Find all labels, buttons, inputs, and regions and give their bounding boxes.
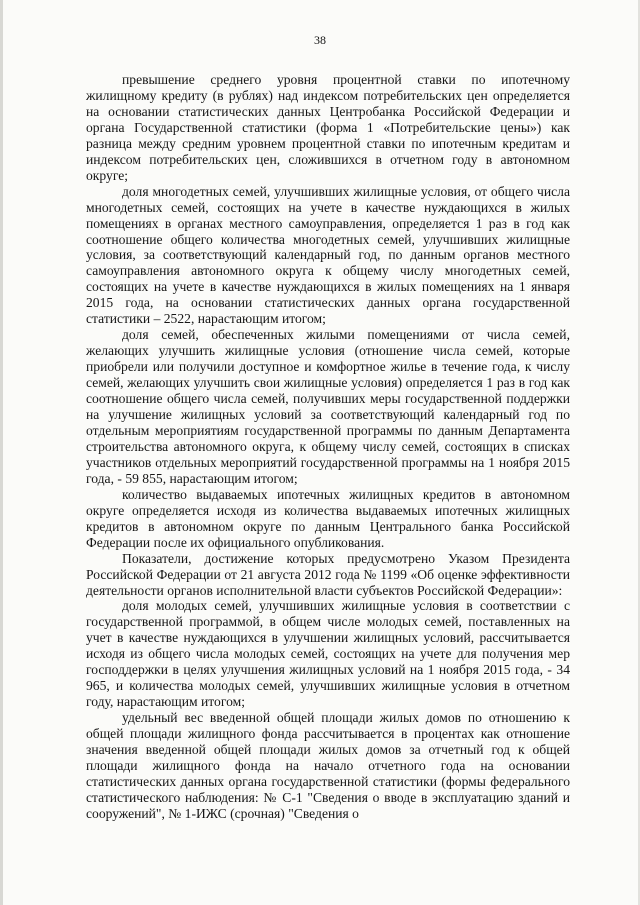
document-body	[86, 72, 570, 822]
paragraph-large-families-share: доля многодетных семей, улучшивших жилищные условия, от общего числа многодетных семей, состоящих на учете в качестве нуждающихся в жилых помещениях в органах местного самоуправления, определяется 1 раз в год как соотношение общего количества многодетных семей, улучшивших жилищные условия, за соответствующий календарный год, по данным органов местного самоуправления автономного округа к общему числу многодетных семей, состоящих на учете в качестве нуждающихся в жилых помещениях на 1 января 2015 года, на основании статистических данных органа государственной статистики – 2522, нарастающим итогом;	[86, 183, 570, 327]
paragraph-presidential-decree-indicators: Показатели, достижение которых предусмотрено Указом Президента Российской Федерации от 21 августа 2012 года № 1199 «Об оценке эффективности деятельности органов исполнительной власти субъектов Российской Федерации»:	[86, 550, 570, 598]
scan-edge-left	[0, 0, 3, 905]
paragraph-mortgage-loans-count: количество выдаваемых ипотечных жилищных кредитов в автономном округе определяется исходя из количества выдаваемых ипотечных жилищных кредитов в автономном округе по данным Центрального банка Российской Федерации после их официального опубликования.	[86, 486, 570, 550]
page-number: 38	[314, 33, 326, 47]
paragraph-families-housed-share: доля семей, обеспеченных жилыми помещениями от числа семей, желающих улучшить жилищные условия (отношение числа семей, которые приобрели или получили доступное и комфортное жилье в течение года, к числу семей, желающих улучшить свои жилищные условия) определяется 1 раз в год как соотношение общего числа семей, получивших меры государственной поддержки на улучшение жилищных условий за соответствующий календарный год по отдельным мероприятиям государственной программы по данным Департамента строительства автономного округа, к общему числу семей, состоящих в списках участников отдельных мероприятий государственной программы на 1 ноября 2015 года, - 59 855, нарастающим итогом;	[86, 327, 570, 486]
paragraph-mortgage-rate-spread: превышение среднего уровня процентной ставки по ипотечному жилищному кредиту (в рублях) над индексом потребительских цен определяется на основании статистических данных Центробанка Российской Федерации и органа Государственной статистики (форма 1 «Потребительские цены») как разница между средним уровнем процентной ставки по ипотечным кредитам и индексом потребительских цен, сложившихся в отчетном году в автономном округе;	[86, 72, 570, 183]
paragraph-young-families-share: доля молодых семей, улучшивших жилищные условия в соответствии с государственной программой, в общем числе молодых семей, поставленных на учет в качестве нуждающихся в улучшении жилищных условий, рассчитывается исходя из общего числа молодых семей, состоящих на учете для получения мер господдержки в целях улучшения жилищных условий на 1 ноября 2015 года, - 34 965, и количества молодых семей, улучшивших жилищные условия в отчетном году, нарастающим итогом;	[86, 598, 570, 710]
paragraph-housing-area-share: удельный вес введенной общей площади жилых домов по отношению к общей площади жилищного фонда рассчитывается в процентах как отношение значения введенной общей площади жилых домов за отчетный год к общей площади жилищного фонда на начало отчетного года на основании статистических данных органа государственной статистики (формы федерального статистического наблюдения: № С-1 "Сведения о вводе в эксплуатацию зданий и сооружений", № 1-ИЖС (срочная) "Сведения о	[86, 710, 570, 821]
